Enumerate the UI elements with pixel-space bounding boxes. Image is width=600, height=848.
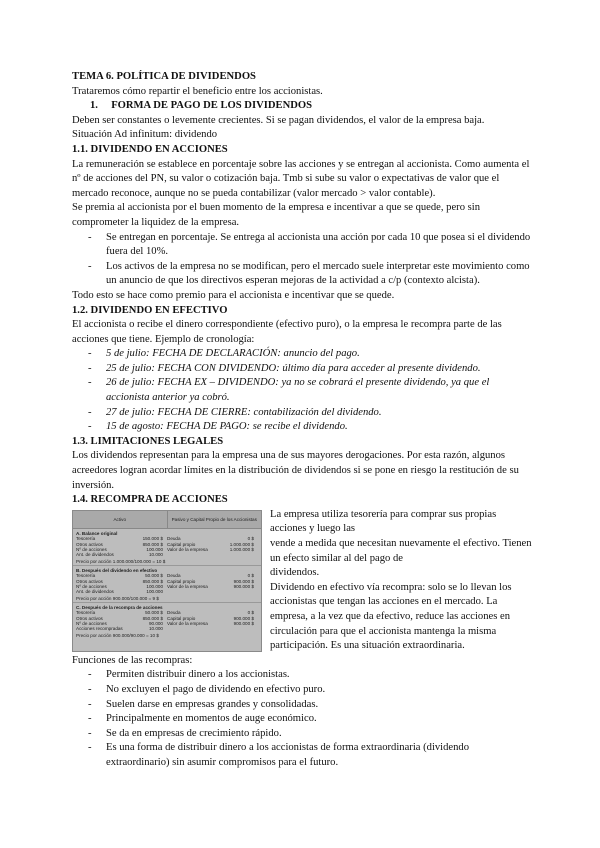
list-item: - Los activos de la empresa no se modifican, pero el mercado suele interpretar este movimiento como un anuncio de que los directivos esperan mejoras de la actividad a c/p (contexto alcista). bbox=[72, 260, 532, 289]
figure-value: 850.000 $ bbox=[142, 615, 163, 621]
list-item: - 27 de julio: FECHA DE CIERRE: contabilización del dividendo. bbox=[72, 406, 532, 421]
section-1-1-paragraph: Se premia al accionista por el buen momento de la empresa e incentivar a que se quede, pero sin comprometer la liquidez de la empresa. bbox=[72, 202, 480, 228]
figure-section bbox=[73, 566, 261, 603]
figure-label: Valor de la empresa bbox=[167, 547, 208, 553]
figure-label: Capital propio bbox=[167, 541, 196, 547]
figure-value: 1.000.000 $ bbox=[229, 547, 254, 553]
list-item: - Se da en empresas de crecimiento rápido. bbox=[72, 727, 532, 742]
list-item: - Es una forma de distribuir dinero a los accionistas de forma extraordinaria (dividendo extraordinario) sin asumir compromisos para el futuro. bbox=[72, 741, 532, 770]
figure-value: 1.000.000 $ bbox=[229, 541, 254, 547]
figure-label: Otros activos bbox=[76, 578, 103, 584]
figure-column-header: Activo bbox=[73, 511, 168, 528]
section-1-4-paragraph: Dividendo en efectivo vía recompra: solo se lo llevan los accionistas que tengan las acciones en el mercado. La empresa, a la vez que da efectivo, reduce las acciones en circulación para que el accionista mantenga la misma participación. Es una situación extraordinaria. bbox=[270, 581, 512, 652]
section-1-1-paragraph: La remuneración se establece en porcentaje sobre las acciones y se entregan al accionista. Como aumenta el nº de acciones del PN, su valor o cotización baja. Tmb si sube su valor o expectativas de valor que el mercado reconoce, aunque no se pueda contabilizar (valor mercado > valor contable). bbox=[72, 158, 530, 199]
figure-value: 900.000 $ bbox=[233, 621, 254, 627]
figure-label: Tesorería bbox=[76, 573, 96, 579]
figure-label: Valor de la empresa bbox=[167, 621, 208, 627]
figure-value: 900.000 $ bbox=[233, 578, 254, 584]
section-1-1-paragraph: Todo esto se hace como premio para el accionista e incentivar que se quede. bbox=[72, 289, 395, 301]
list-item: - Principalmente en momentos de auge económico. bbox=[72, 712, 532, 727]
section-1-3-paragraph: Los dividendos representan para la empresa una de sus mayores derogaciones. Por esta razón, algunos acreedores logran acordar límites en la distribución de dividendos si se pone en riesgo la restitución de su inversión. bbox=[72, 450, 519, 491]
figure-section bbox=[73, 529, 261, 566]
figure-label: Deuda bbox=[167, 573, 181, 579]
figure-label: Tesorería bbox=[76, 610, 96, 616]
figure-value: 50.000 $ bbox=[145, 610, 163, 616]
figure-value: 100.000 bbox=[146, 589, 163, 595]
section-1-paragraph: Deben ser constantes o levemente crecientes. Si se pagan dividendos, el valor de la empresa baja. bbox=[72, 114, 485, 126]
section-1-2-heading: 1.2. DIVIDENDO EN EFECTIVO bbox=[72, 304, 228, 316]
figure-value: 100.000 bbox=[146, 547, 163, 553]
section-1-paragraph: Situación Ad infinitum: dividendo bbox=[72, 129, 218, 141]
section-1-2-paragraph: El accionista o recibe el dinero correspondiente (efectivo puro), o la empresa le recompra parte de las acciones que tiene. Ejemplo de cronología: bbox=[72, 319, 502, 345]
figure-label: Tesorería bbox=[76, 536, 96, 542]
figure-section-title: A. Balance original bbox=[76, 530, 118, 536]
section-1-4-heading: 1.4. RECOMPRA DE ACCIONES bbox=[72, 494, 228, 506]
balance-sheet-figure bbox=[72, 510, 262, 652]
section-1-1-list bbox=[72, 231, 532, 289]
chronology-list bbox=[72, 347, 532, 435]
figure-footer: Precio por acción 900.000/90.000 = 10 $ bbox=[76, 632, 159, 638]
figure-footer: Precio por acción 1.000.000/100.000 = 10 $ bbox=[76, 558, 166, 564]
section-1-1-heading: 1.1. DIVIDENDO EN ACCIONES bbox=[72, 143, 228, 155]
list-item: - Se entregan en porcentaje. Se entrega al accionista una acción por cada 10 que posea si el dividendo fuera del 10%. bbox=[72, 231, 532, 260]
document-title: TEMA 6. POLÍTICA DE DIVIDENDOS bbox=[72, 71, 256, 82]
figure-label: Ant. de dividendos bbox=[76, 552, 114, 558]
figure-value: 10.000 bbox=[148, 552, 163, 558]
section-1-4-paragraph: La empresa utiliza tesorería para comprar sus propias acciones y luego las bbox=[270, 508, 497, 535]
figure-label: Ant. de dividendos bbox=[76, 589, 114, 595]
figure-column-header: Pasivo y Capital Propio de los Accionistas bbox=[171, 516, 257, 522]
figure-label: Nº de acciones bbox=[76, 584, 107, 590]
figure-value: 900.000 $ bbox=[233, 615, 254, 621]
figure-label: Otros activos bbox=[76, 541, 103, 547]
list-item: - 26 de julio: FECHA EX – DIVIDENDO: ya no se cobrará el presente dividendo, ya que el accionista anterior ya cobró. bbox=[72, 376, 532, 405]
document-page bbox=[72, 70, 532, 771]
figure-value: 850.000 $ bbox=[142, 541, 163, 547]
list-item: - Suelen darse en empresas grandes y consolidadas. bbox=[72, 698, 532, 713]
section-1-heading: 1. FORMA DE PAGO DE LOS DIVIDENDOS bbox=[90, 100, 312, 112]
figure-label: Valor de la empresa bbox=[167, 584, 208, 590]
list-item: - 25 de julio: FECHA CON DIVIDENDO: último día para acceder al presente dividendo. bbox=[72, 362, 532, 377]
figure-value: 0 $ bbox=[247, 536, 254, 542]
figure-label: Deuda bbox=[167, 610, 181, 616]
figure-label: Capital propio bbox=[167, 615, 196, 621]
figure-value: 850.000 $ bbox=[142, 578, 163, 584]
section-1-4-paragraph: dividendos. bbox=[270, 567, 320, 579]
figure-label: Nº de acciones bbox=[76, 621, 107, 627]
list-item: - 5 de julio: FECHA DE DECLARACIÓN: anuncio del pago. bbox=[72, 347, 532, 362]
section-1-4-paragraph: Funciones de las recompras: bbox=[72, 654, 193, 666]
section-1-4-body bbox=[72, 508, 532, 669]
figure-label: Capital propio bbox=[167, 578, 196, 584]
section-1-4-paragraph: vende a medida que necesitan nuevamente el efectivo. Tienen un efecto similar al del pago de bbox=[270, 538, 532, 564]
figure-value: 50.000 $ bbox=[145, 573, 163, 579]
list-item: - No excluyen el pago de dividendo en efectivo puro. bbox=[72, 683, 532, 698]
figure-value: 10.000 bbox=[148, 626, 163, 632]
figure-value: 100.000 bbox=[146, 584, 163, 590]
recompra-functions-list bbox=[72, 668, 532, 770]
figure-label: Deuda bbox=[167, 536, 181, 542]
figure-value: 0 $ bbox=[247, 573, 254, 579]
section-1-3-heading: 1.3. LIMITACIONES LEGALES bbox=[72, 435, 224, 447]
intro-paragraph: Trataremos cómo repartir el beneficio entre los accionistas. bbox=[72, 85, 323, 97]
figure-section bbox=[73, 603, 261, 640]
figure-section-title: C. Después de la recompra de acciones bbox=[76, 604, 163, 610]
figure-value: 150.000 $ bbox=[142, 536, 163, 542]
figure-section-title: B. Después del dividendo en efectivo bbox=[76, 567, 158, 573]
figure-value: 900.000 $ bbox=[233, 584, 254, 590]
figure-footer: Precio por acción 900.000/100.000 = 9 $ bbox=[76, 595, 159, 601]
figure-label: Nº de acciones bbox=[76, 547, 107, 553]
list-item: - Permiten distribuir dinero a los accionistas. bbox=[72, 668, 532, 683]
list-item: - 15 de agosto: FECHA DE PAGO: se recibe el dividendo. bbox=[72, 420, 532, 435]
figure-value: 0 $ bbox=[247, 610, 254, 616]
figure-label: Acciones recompradas bbox=[76, 626, 123, 632]
figure-label: Otros activos bbox=[76, 615, 103, 621]
figure-value: 90.000 bbox=[148, 621, 163, 627]
